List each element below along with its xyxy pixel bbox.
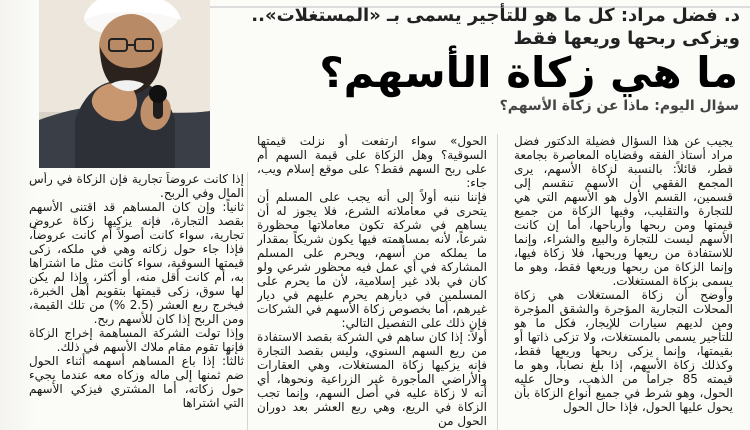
article-title: ما هي زكاة الأسهم؟ xyxy=(319,48,738,97)
article-column-left: إذا كانت عروضاً تجارية فإن الزكاة في رأس المال وفي الربح. ثانياً: وإن كان المساهم قد اقتنى الأسهم بقصد التجارة، فإنه يزكيها زكاة عروض تجارية، سواء كانت أصولاً أم كانت عروضاً، فإذا جاء حول زكاته وهي في ملكه، زكى قيمتها السوقية، سواء كانت مثل ما اشتراها به، أم كانت أقل منه، أو أكثر، وإذا لم يكن لها سوق، زكى قيمتها بتقويم أهل الخبرة، فيخرج ربع العشر (2.5 %) من تلك القيمة، ومن الربح إذا كان للأسهم ربح. وإذا تولت الشركة المساهمة إخراج الزكاة فإنها تقوم مقام ملاك الأسهم في ذلك. ثالثاً: إذا باع المساهم أسهمه أثناء الحول ضم ثمنها إلى ماله وزكاه معه عندما يجيء حول زكاته، أما المشتري فيزكي الأسهم التي اشتراها xyxy=(29,172,244,410)
article-column-right: يجيب عن هذا السؤال فضيلة الدكتور فضل مراد أستاذ الفقه وقضاياه المعاصرة بجامعة قطر، قائلاً: بالنسبة لزكاة الأسهم، يرى المجمع الفقهي أن الأسهم تنقسم إلى قسمين، القسم الأول هو الأسهم التي هي للتجارة والتقليب، وفيها الزكاة من جميع قيمتها ومن ربحها وأرباحها، أما إن كانت الأسهم ليست للتجارة والبيع والشراء، وإنما للاستفادة من ريعها وربحها، فلا زكاة فيها، وإنما الزكاة من ربحها وريعها فقط، وهو ما يسمى بزكاة المستغلات. وأوضح أن زكاة المستغلات هي زكاة المحلات التجارية المؤجرة والشقق المؤجرة ومن لديهم سيارات للإيجار، فكل ما هو للتأجير يسمى بالمستغلات، ولا تزكى ذاتها أو بقيمتها، وإنما يزكى ربحها وريعها فقط، وكذلك زكاة الأسهم، إذا بلغ نصاباً، وهو ما قيمته 85 جراماً من الذهب، وحال عليه الحول، وهو شرط في جميع أنواع الزكاة بأن يحول عليها الحول، فإذا حال الحول xyxy=(514,134,733,414)
question-line: سؤال اليوم: ماذا عن زكاة الأسهم؟ xyxy=(499,98,739,114)
column-divider-right xyxy=(497,134,498,430)
headline: د. فضل مراد: كل ما هو للتأجير يسمى بـ «المستغلات».. ويزكى ربحها وريعها فقط xyxy=(251,5,740,50)
article-column-middle: الحول» سواء ارتفعت أو نزلت قيمتها السوقية؟ وهل الزكاة على قيمة السهم أم على ربح السهم فقط؟ على موقع إسلام ويب، جاء: فإننا ننبه أولاً إلى أنه يجب على المسلم أن يتحرى في معاملاته الشرع، فلا يجوز له أن يساهم في شركة تكون معاملاتها محظورة شرعاً، لأنه بمساهمته فيها يكون شريكاً بمقدار ما يملكه من أسهم، ويحرم على المسلم المشاركة في أي عمل فيه محظور شرعي ولو كان في بلاد غير إسلامية، لأن ما يحرم على المسلمين في ديارهم يحرم عليهم في ديار غيرهم، أما بخصوص زكاة الأسهم في الشركات فإن ذلك على التفصيل التالي: أولاً: إذا كان ساهم في الشركة بقصد الاستفادة من ريع السهم السنوي، وليس بقصد التجارة فإنه يزكيها زكاة المستغلات، وهي العقارات والأراضي المأجورة غير الزراعية ونحوها، أي أنه لا زكاة عليه في أصل السهم، وإنما تجب الزكاة في الريع، وهي ربع العشر بعد دوران الحول من xyxy=(257,134,487,428)
author-photo xyxy=(39,0,210,168)
column-divider-left xyxy=(247,172,248,430)
author-photo-illustration xyxy=(39,0,210,168)
